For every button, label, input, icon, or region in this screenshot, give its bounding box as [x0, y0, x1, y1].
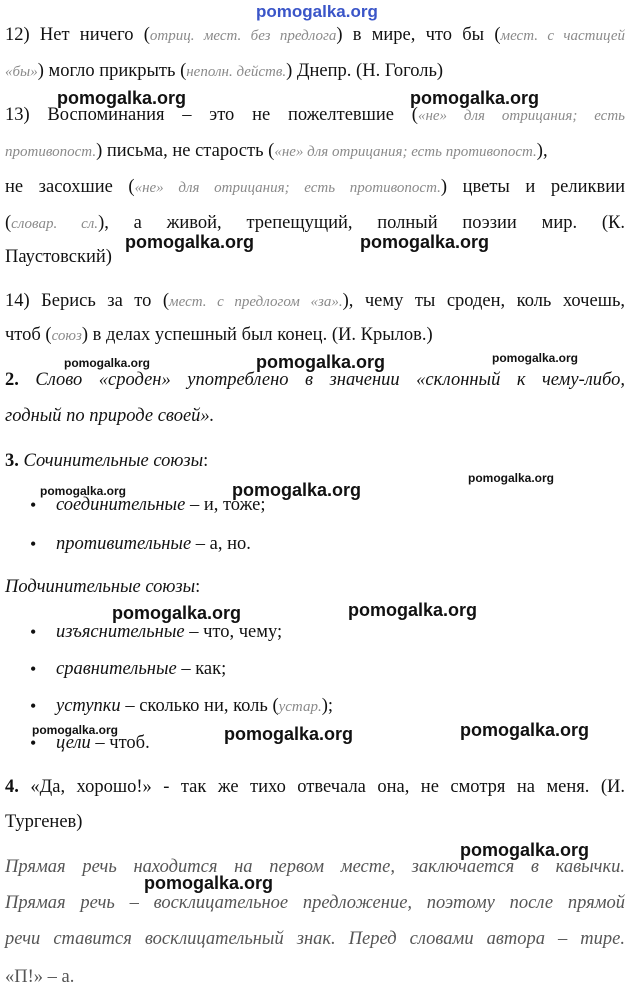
text: ( [5, 213, 12, 233]
watermark: pomogalka.org [232, 480, 362, 500]
explanation-line-3: речи ставится восклицательный знак. Перед словами автора – тире. [5, 929, 625, 949]
watermark: pomogalka.org [64, 356, 151, 370]
section-2-line-2: годный по природе своей». [5, 406, 215, 426]
term: соединительные [56, 495, 186, 515]
grammar-note: «бы» [5, 64, 38, 80]
subordinate-heading [5, 576, 625, 598]
bullet-icon: • [30, 696, 37, 716]
text: – сколько ни, коль ( [120, 696, 279, 716]
bullet-icon: • [30, 534, 37, 554]
explanation-line-2: Прямая речь – восклицательное предложение, поэтому после прямой [5, 893, 625, 913]
grammar-note: «не» для отрицания; есть противопост. [134, 180, 441, 196]
watermark: pomogalka.org [410, 88, 540, 108]
text: ); [321, 696, 334, 716]
section-number: 3. [5, 451, 19, 471]
text: ) Днепр. (Н. Гоголь) [286, 61, 444, 81]
text: – а, но. [191, 534, 251, 554]
grammar-note: союз [51, 328, 82, 344]
text: ) письма, не старость ( [96, 141, 275, 161]
watermark: pomogalka.org [256, 352, 386, 372]
text: Слово «сроден» употреблено в значении «склонный к чему-либо, [35, 370, 625, 390]
term: изъяснительные [56, 622, 185, 642]
bullet-icon: • [30, 622, 37, 642]
list-item [56, 533, 616, 555]
term: уступки [56, 696, 121, 716]
section-number: 4. [5, 777, 19, 797]
item-14-line-1 [5, 290, 625, 313]
text: ), а живой, трепещущий, полный поэзии мир. (К. [98, 213, 625, 233]
text: «Да, хорошо!» - так же тихо отвечала она, не смотря на меня. (И. [30, 777, 626, 797]
item-14-line-2 [5, 324, 625, 347]
text: – что, чему; [184, 622, 283, 642]
text: ) в делах успешный был конец. (И. Крылов.) [81, 325, 433, 345]
grammar-note: мест. с предлогом «за». [169, 294, 343, 310]
item-13-line-2 [5, 140, 625, 163]
watermark: pomogalka.org [144, 873, 274, 893]
text: 12) Нет ничего ( [5, 25, 150, 45]
watermark: pomogalka.org [112, 603, 242, 623]
section-4-line-1 [5, 776, 625, 798]
grammar-note: неполн. действ. [186, 64, 287, 80]
watermark: pomogalka.org [460, 720, 590, 740]
text: ) могло прикрыть ( [37, 61, 187, 81]
term: цели [56, 733, 91, 753]
grammar-note: словар. сл. [11, 216, 99, 232]
heading: Сочинительные союзы [23, 451, 204, 471]
grammar-note: отриц. мест. без предлога [149, 28, 337, 44]
heading: Подчинительные союзы [5, 577, 196, 597]
colon: : [195, 577, 201, 597]
watermark: pomogalka.org [460, 840, 590, 860]
watermark: pomogalka.org [360, 232, 490, 252]
text: не засохшие ( [5, 177, 135, 197]
text: 14) Берись за то ( [5, 291, 170, 311]
text: 13) Воспоминания – это не пожелтевшие ( [5, 105, 418, 125]
item-13-line-3 [5, 176, 625, 199]
section-3-heading [5, 450, 625, 472]
scheme: «П!» – а. [5, 967, 75, 987]
grammar-note: «не» для отрицания; есть противопост. [274, 144, 537, 160]
watermark: pomogalka.org [32, 723, 119, 737]
item-13-line-5 [5, 246, 625, 268]
watermark: pomogalka.org [224, 724, 354, 744]
watermark: pomogalka.org [125, 232, 255, 252]
colon: : [203, 451, 209, 471]
explanation-line-1: Прямая речь находится на первом месте, заключается в кавычки. [5, 857, 625, 877]
item-12-line-2 [5, 60, 625, 83]
text: – как; [176, 659, 227, 679]
list-item [56, 658, 616, 680]
text: – и, тоже; [185, 495, 266, 515]
term: противительные [56, 534, 192, 554]
grammar-note: мест. с частицей [500, 28, 626, 44]
section-number: 2. [5, 370, 19, 390]
text: – чтоб. [90, 733, 150, 753]
section-4-line-2: Тургенев) [5, 812, 83, 832]
text: ) в мире, что бы ( [336, 25, 501, 45]
item-13-line-4 [5, 212, 625, 235]
text: ), чему ты сроден, коль хочешь, [342, 291, 626, 311]
watermark: pomogalka.org [57, 88, 187, 108]
list-item [56, 621, 616, 643]
text: чтоб ( [5, 325, 52, 345]
watermark: pomogalka.org [492, 351, 579, 365]
grammar-note: противопост. [5, 144, 97, 160]
watermark: pomogalka.org [40, 484, 127, 498]
term: сравнительные [56, 659, 177, 679]
watermark: pomogalka.org [468, 471, 555, 485]
watermark: pomogalka.org [348, 600, 478, 620]
grammar-note: устар. [278, 699, 322, 715]
watermark-top: pomogalka.org [256, 2, 378, 21]
text: Паустовский) [5, 247, 112, 267]
bullet-icon: • [30, 659, 37, 679]
text: ), [536, 141, 548, 161]
bullet-icon: • [30, 733, 37, 753]
list-item [56, 695, 616, 718]
grammar-note: «не» для отрицания; есть [417, 108, 625, 124]
text: ) цветы и реликвии [440, 177, 625, 197]
item-12-line-1 [5, 24, 625, 47]
bullet-icon: • [30, 495, 37, 515]
